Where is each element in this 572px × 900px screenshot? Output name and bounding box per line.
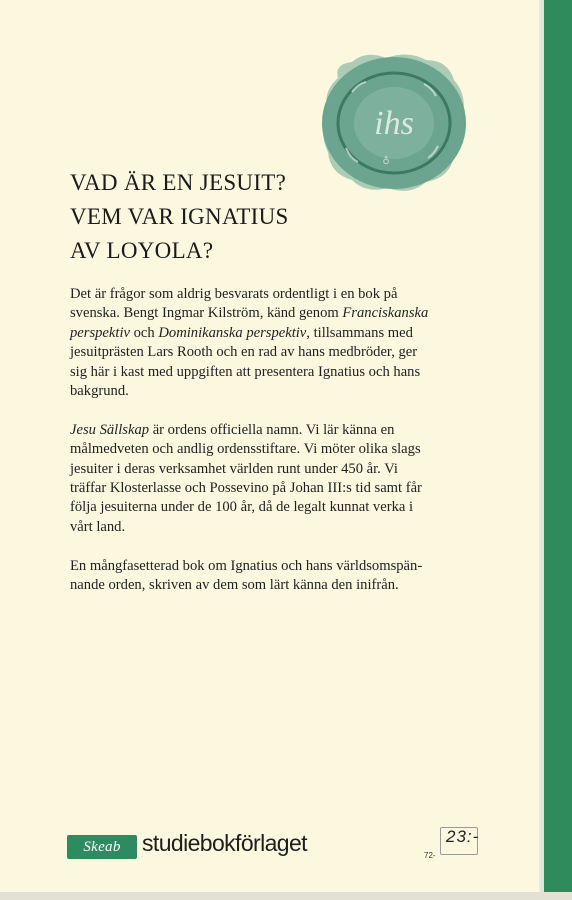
publisher-name: studiebokförlaget [142, 830, 307, 856]
text-line: nande orden, skriven av dem som lärt känna den inifrån. [70, 577, 399, 594]
text-line: Jesu Sällskap är ordens officiella namn. Vi lär känna en [70, 421, 395, 438]
text-line: Det är frågor som aldrig besvarats ordentligt i en bok på [70, 286, 398, 302]
price-code: 72- [424, 851, 436, 860]
headline-line-1: VAD ÄR EN JESUIT? [70, 170, 287, 195]
paragraph-1 [70, 285, 530, 401]
book-title: perspektiv [70, 324, 130, 341]
headline-line-2: VEM VAR IGNATIUS [70, 204, 289, 229]
text-line: jesuitprästen Lars Rooth och en rad av hans medbröder, ger [70, 344, 418, 361]
book-title: Franciskanska [342, 305, 429, 322]
text-line: målmedveten och andlig ordensstiftare. Vi möter olika slags [70, 441, 421, 458]
publisher-logo [67, 835, 137, 859]
text-line: sig här i kast med uppgiften att presentera Ignatius och hans [70, 363, 421, 380]
ihs-seal-icon [316, 52, 470, 194]
price-value: 23:- [446, 827, 480, 846]
description [70, 285, 530, 615]
publisher-logo-text: Skeab [83, 838, 121, 855]
paragraph-3 [70, 557, 530, 596]
text-line: En mångfasetterad bok om Ignatius och hans världsomspän- [70, 557, 423, 574]
price-sticker [418, 825, 486, 867]
green-spine [539, 0, 572, 900]
text-line: jesuiter i deras verksamhet världen runt under 450 år. Vi [70, 460, 398, 477]
book-title: Dominikanska perspektiv [158, 324, 307, 341]
text-line: vårt land. [70, 518, 126, 535]
page-edge [0, 892, 572, 900]
paragraph-2 [70, 421, 530, 537]
text-line: svenska. Bengt Ingmar Kilström, känd genom Franciskanska [70, 305, 429, 322]
order-name: Jesu Sällskap [70, 421, 150, 438]
headline-line-3: AV LOYOLA? [70, 238, 214, 263]
headline [70, 166, 289, 268]
text-line: följa jesuiterna under de 100 år, då de legalt kunnat verka i [70, 499, 414, 516]
seal-monogram: ihs [374, 105, 414, 142]
text-line: bakgrund. [70, 383, 129, 400]
text-line: träffar Klosterlasse och Possevino på Johan III:s tid samt får [70, 480, 422, 497]
text-line: perspektiv och Dominikanska perspektiv, tillsammans med [70, 324, 413, 341]
svg-text:♁: ♁ [382, 156, 390, 167]
